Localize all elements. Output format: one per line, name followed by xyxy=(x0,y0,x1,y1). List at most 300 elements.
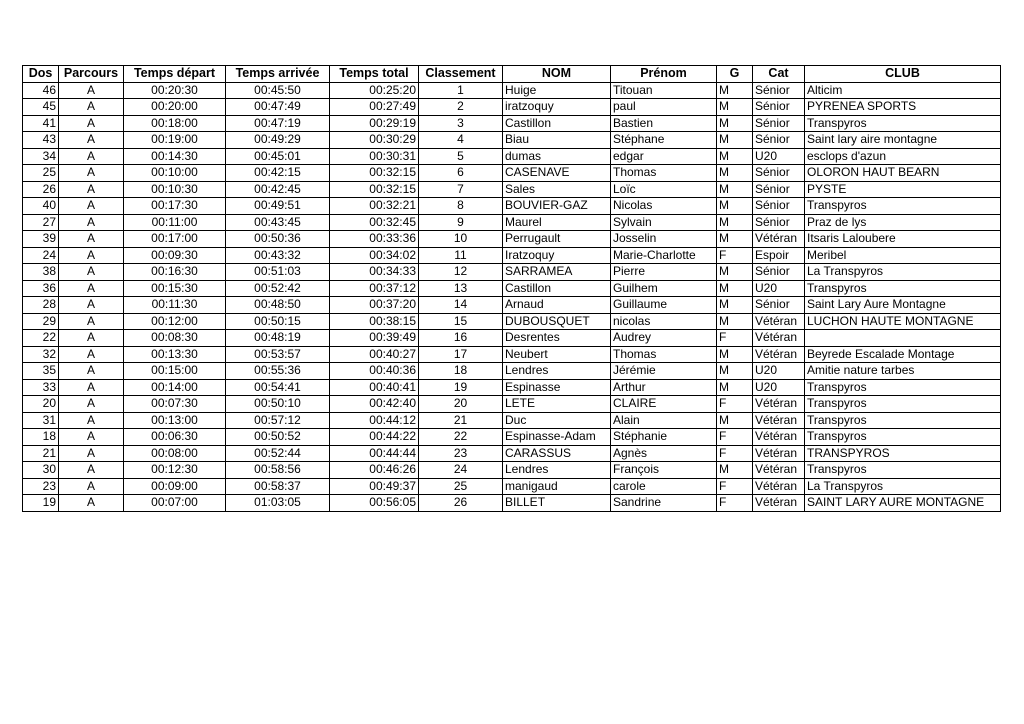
cell-dos: 36 xyxy=(23,280,59,297)
cell-genre: M xyxy=(717,198,753,215)
cell-dos: 19 xyxy=(23,495,59,512)
cell-parcours: A xyxy=(59,313,124,330)
cell-prenom: Titouan xyxy=(611,82,717,99)
cell-nom: Desrentes xyxy=(503,330,611,347)
cell-cat: Vétéran xyxy=(753,478,805,495)
header-temps-depart: Temps départ xyxy=(124,66,226,83)
cell-cat: Vétéran xyxy=(753,396,805,413)
cell-club: Transpyros xyxy=(805,379,1001,396)
cell-classement: 9 xyxy=(419,214,503,231)
header-temps-total: Temps total xyxy=(330,66,419,83)
cell-genre: M xyxy=(717,231,753,248)
cell-parcours: A xyxy=(59,462,124,479)
cell-parcours: A xyxy=(59,346,124,363)
cell-genre: F xyxy=(717,495,753,512)
cell-dos: 24 xyxy=(23,247,59,264)
cell-nom: Maurel xyxy=(503,214,611,231)
cell-genre: M xyxy=(717,346,753,363)
table-row xyxy=(23,82,1001,99)
cell-temps-arrivee: 00:42:15 xyxy=(226,165,330,182)
cell-nom: manigaud xyxy=(503,478,611,495)
cell-prenom: Pierre xyxy=(611,264,717,281)
cell-classement: 3 xyxy=(419,115,503,132)
cell-genre: F xyxy=(717,396,753,413)
cell-temps-total: 00:33:36 xyxy=(330,231,419,248)
cell-nom: Huige xyxy=(503,82,611,99)
cell-classement: 15 xyxy=(419,313,503,330)
cell-genre: M xyxy=(717,462,753,479)
table-row xyxy=(23,495,1001,512)
cell-cat: Sénior xyxy=(753,264,805,281)
table-row xyxy=(23,198,1001,215)
cell-club: esclops d'azun xyxy=(805,148,1001,165)
cell-prenom: Alain xyxy=(611,412,717,429)
cell-temps-arrivee: 01:03:05 xyxy=(226,495,330,512)
table-row xyxy=(23,330,1001,347)
cell-dos: 43 xyxy=(23,132,59,149)
cell-nom: Duc xyxy=(503,412,611,429)
cell-club: Beyrede Escalade Montage xyxy=(805,346,1001,363)
cell-prenom: Jérémie xyxy=(611,363,717,380)
header-genre: G xyxy=(717,66,753,83)
cell-nom: LETE xyxy=(503,396,611,413)
header-club: CLUB xyxy=(805,66,1001,83)
cell-temps-arrivee: 00:51:03 xyxy=(226,264,330,281)
table-row xyxy=(23,297,1001,314)
cell-cat: Vétéran xyxy=(753,313,805,330)
cell-classement: 1 xyxy=(419,82,503,99)
cell-temps-arrivee: 00:57:12 xyxy=(226,412,330,429)
cell-prenom: Guillaume xyxy=(611,297,717,314)
cell-club: PYRENEA SPORTS xyxy=(805,99,1001,116)
cell-club: Itsaris Laloubere xyxy=(805,231,1001,248)
cell-parcours: A xyxy=(59,165,124,182)
cell-temps-depart: 00:12:00 xyxy=(124,313,226,330)
cell-genre: F xyxy=(717,429,753,446)
table-row xyxy=(23,363,1001,380)
table-row xyxy=(23,165,1001,182)
cell-nom: dumas xyxy=(503,148,611,165)
cell-genre: M xyxy=(717,297,753,314)
table-body xyxy=(23,82,1001,511)
cell-classement: 6 xyxy=(419,165,503,182)
cell-temps-total: 00:42:40 xyxy=(330,396,419,413)
cell-temps-total: 00:34:33 xyxy=(330,264,419,281)
cell-temps-arrivee: 00:54:41 xyxy=(226,379,330,396)
cell-temps-depart: 00:17:30 xyxy=(124,198,226,215)
cell-temps-depart: 00:15:30 xyxy=(124,280,226,297)
cell-parcours: A xyxy=(59,297,124,314)
cell-temps-arrivee: 00:49:51 xyxy=(226,198,330,215)
cell-parcours: A xyxy=(59,214,124,231)
cell-temps-total: 00:40:41 xyxy=(330,379,419,396)
cell-cat: U20 xyxy=(753,379,805,396)
cell-temps-total: 00:25:20 xyxy=(330,82,419,99)
cell-club: Transpyros xyxy=(805,396,1001,413)
cell-temps-depart: 00:16:30 xyxy=(124,264,226,281)
cell-cat: Sénior xyxy=(753,99,805,116)
cell-dos: 46 xyxy=(23,82,59,99)
cell-classement: 19 xyxy=(419,379,503,396)
cell-dos: 23 xyxy=(23,478,59,495)
cell-cat: U20 xyxy=(753,148,805,165)
table-row xyxy=(23,99,1001,116)
cell-nom: BILLET xyxy=(503,495,611,512)
cell-dos: 40 xyxy=(23,198,59,215)
cell-dos: 20 xyxy=(23,396,59,413)
cell-classement: 2 xyxy=(419,99,503,116)
cell-prenom: Audrey xyxy=(611,330,717,347)
table-row xyxy=(23,346,1001,363)
cell-classement: 23 xyxy=(419,445,503,462)
cell-nom: Sales xyxy=(503,181,611,198)
cell-parcours: A xyxy=(59,445,124,462)
header-nom: NOM xyxy=(503,66,611,83)
cell-temps-arrivee: 00:53:57 xyxy=(226,346,330,363)
table-row xyxy=(23,148,1001,165)
cell-temps-total: 00:46:26 xyxy=(330,462,419,479)
cell-prenom: Stéphanie xyxy=(611,429,717,446)
cell-parcours: A xyxy=(59,412,124,429)
cell-temps-total: 00:27:49 xyxy=(330,99,419,116)
cell-classement: 26 xyxy=(419,495,503,512)
cell-cat: U20 xyxy=(753,363,805,380)
cell-dos: 34 xyxy=(23,148,59,165)
cell-nom: Espinasse-Adam xyxy=(503,429,611,446)
cell-club: La Transpyros xyxy=(805,264,1001,281)
cell-temps-depart: 00:10:30 xyxy=(124,181,226,198)
table-row xyxy=(23,132,1001,149)
cell-genre: M xyxy=(717,264,753,281)
cell-classement: 13 xyxy=(419,280,503,297)
cell-temps-depart: 00:08:30 xyxy=(124,330,226,347)
cell-club: LUCHON HAUTE MONTAGNE xyxy=(805,313,1001,330)
cell-temps-total: 00:44:12 xyxy=(330,412,419,429)
cell-prenom: Marie-Charlotte xyxy=(611,247,717,264)
cell-parcours: A xyxy=(59,396,124,413)
cell-dos: 39 xyxy=(23,231,59,248)
cell-genre: M xyxy=(717,214,753,231)
header-cat: Cat xyxy=(753,66,805,83)
cell-club: Transpyros xyxy=(805,198,1001,215)
cell-dos: 25 xyxy=(23,165,59,182)
cell-nom: Iratzoquy xyxy=(503,247,611,264)
cell-classement: 22 xyxy=(419,429,503,446)
cell-dos: 45 xyxy=(23,99,59,116)
cell-club: Transpyros xyxy=(805,115,1001,132)
cell-classement: 12 xyxy=(419,264,503,281)
cell-genre: F xyxy=(717,445,753,462)
cell-prenom: Thomas xyxy=(611,346,717,363)
cell-prenom: François xyxy=(611,462,717,479)
cell-nom: CARASSUS xyxy=(503,445,611,462)
cell-cat: Vétéran xyxy=(753,462,805,479)
table-row xyxy=(23,412,1001,429)
cell-nom: Lendres xyxy=(503,462,611,479)
cell-dos: 29 xyxy=(23,313,59,330)
cell-club: Alticim xyxy=(805,82,1001,99)
cell-temps-depart: 00:18:00 xyxy=(124,115,226,132)
cell-temps-total: 00:30:31 xyxy=(330,148,419,165)
cell-nom: BOUVIER-GAZ xyxy=(503,198,611,215)
cell-prenom: edgar xyxy=(611,148,717,165)
table-row xyxy=(23,445,1001,462)
cell-nom: Castillon xyxy=(503,280,611,297)
cell-temps-depart: 00:06:30 xyxy=(124,429,226,446)
cell-temps-depart: 00:14:00 xyxy=(124,379,226,396)
cell-temps-depart: 00:11:00 xyxy=(124,214,226,231)
cell-parcours: A xyxy=(59,363,124,380)
header-parcours: Parcours xyxy=(59,66,124,83)
cell-classement: 20 xyxy=(419,396,503,413)
cell-genre: M xyxy=(717,148,753,165)
cell-temps-depart: 00:14:30 xyxy=(124,148,226,165)
cell-genre: M xyxy=(717,280,753,297)
cell-dos: 28 xyxy=(23,297,59,314)
cell-cat: Vétéran xyxy=(753,330,805,347)
cell-nom: Espinasse xyxy=(503,379,611,396)
cell-temps-depart: 00:13:00 xyxy=(124,412,226,429)
cell-genre: F xyxy=(717,478,753,495)
cell-prenom: Thomas xyxy=(611,165,717,182)
table-row xyxy=(23,429,1001,446)
table-row xyxy=(23,313,1001,330)
cell-cat: U20 xyxy=(753,280,805,297)
cell-temps-total: 00:40:36 xyxy=(330,363,419,380)
cell-nom: Perrugault xyxy=(503,231,611,248)
cell-temps-total: 00:32:15 xyxy=(330,181,419,198)
table-row xyxy=(23,280,1001,297)
table-row xyxy=(23,478,1001,495)
cell-parcours: A xyxy=(59,264,124,281)
cell-genre: M xyxy=(717,165,753,182)
cell-nom: CASENAVE xyxy=(503,165,611,182)
cell-classement: 21 xyxy=(419,412,503,429)
cell-prenom: Loïc xyxy=(611,181,717,198)
cell-temps-depart: 00:08:00 xyxy=(124,445,226,462)
cell-temps-arrivee: 00:52:42 xyxy=(226,280,330,297)
cell-temps-arrivee: 00:45:50 xyxy=(226,82,330,99)
cell-parcours: A xyxy=(59,132,124,149)
cell-club: Transpyros xyxy=(805,280,1001,297)
cell-dos: 22 xyxy=(23,330,59,347)
cell-prenom: Agnès xyxy=(611,445,717,462)
cell-club: Meribel xyxy=(805,247,1001,264)
cell-club: Transpyros xyxy=(805,412,1001,429)
cell-parcours: A xyxy=(59,495,124,512)
cell-temps-total: 00:37:20 xyxy=(330,297,419,314)
cell-prenom: paul xyxy=(611,99,717,116)
cell-nom: Arnaud xyxy=(503,297,611,314)
cell-dos: 32 xyxy=(23,346,59,363)
table-row xyxy=(23,396,1001,413)
header-prenom: Prénom xyxy=(611,66,717,83)
cell-club: OLORON HAUT BEARN xyxy=(805,165,1001,182)
cell-temps-arrivee: 00:58:37 xyxy=(226,478,330,495)
table-row xyxy=(23,264,1001,281)
cell-temps-total: 00:32:45 xyxy=(330,214,419,231)
cell-temps-depart: 00:09:00 xyxy=(124,478,226,495)
cell-temps-arrivee: 00:47:19 xyxy=(226,115,330,132)
cell-temps-arrivee: 00:43:32 xyxy=(226,247,330,264)
cell-club: Saint lary aire montagne xyxy=(805,132,1001,149)
cell-genre: M xyxy=(717,379,753,396)
cell-temps-total: 00:40:27 xyxy=(330,346,419,363)
cell-prenom: CLAIRE xyxy=(611,396,717,413)
cell-temps-arrivee: 00:50:15 xyxy=(226,313,330,330)
cell-temps-total: 00:30:29 xyxy=(330,132,419,149)
cell-temps-arrivee: 00:50:36 xyxy=(226,231,330,248)
cell-parcours: A xyxy=(59,115,124,132)
cell-parcours: A xyxy=(59,82,124,99)
cell-cat: Espoir xyxy=(753,247,805,264)
cell-dos: 41 xyxy=(23,115,59,132)
cell-cat: Sénior xyxy=(753,297,805,314)
cell-dos: 27 xyxy=(23,214,59,231)
cell-temps-depart: 00:09:30 xyxy=(124,247,226,264)
cell-club: La Transpyros xyxy=(805,478,1001,495)
cell-prenom: Arthur xyxy=(611,379,717,396)
cell-temps-arrivee: 00:58:56 xyxy=(226,462,330,479)
cell-temps-arrivee: 00:42:45 xyxy=(226,181,330,198)
cell-prenom: Sylvain xyxy=(611,214,717,231)
cell-nom: Castillon xyxy=(503,115,611,132)
cell-parcours: A xyxy=(59,231,124,248)
cell-temps-total: 00:39:49 xyxy=(330,330,419,347)
cell-classement: 10 xyxy=(419,231,503,248)
cell-prenom: Sandrine xyxy=(611,495,717,512)
cell-temps-arrivee: 00:48:19 xyxy=(226,330,330,347)
cell-club: Transpyros xyxy=(805,429,1001,446)
cell-dos: 31 xyxy=(23,412,59,429)
cell-temps-depart: 00:15:00 xyxy=(124,363,226,380)
cell-nom: Neubert xyxy=(503,346,611,363)
results-table xyxy=(22,65,1001,512)
table-row xyxy=(23,115,1001,132)
cell-cat: Vétéran xyxy=(753,412,805,429)
cell-dos: 33 xyxy=(23,379,59,396)
cell-temps-arrivee: 00:50:10 xyxy=(226,396,330,413)
cell-cat: Sénior xyxy=(753,198,805,215)
cell-genre: M xyxy=(717,115,753,132)
cell-parcours: A xyxy=(59,148,124,165)
cell-club xyxy=(805,330,1001,347)
cell-temps-total: 00:49:37 xyxy=(330,478,419,495)
cell-classement: 5 xyxy=(419,148,503,165)
cell-temps-arrivee: 00:47:49 xyxy=(226,99,330,116)
cell-club: Amitie nature tarbes xyxy=(805,363,1001,380)
cell-temps-arrivee: 00:50:52 xyxy=(226,429,330,446)
cell-cat: Vétéran xyxy=(753,231,805,248)
cell-parcours: A xyxy=(59,280,124,297)
cell-temps-depart: 00:13:30 xyxy=(124,346,226,363)
cell-classement: 4 xyxy=(419,132,503,149)
cell-prenom: carole xyxy=(611,478,717,495)
cell-temps-arrivee: 00:43:45 xyxy=(226,214,330,231)
cell-temps-total: 00:44:44 xyxy=(330,445,419,462)
cell-prenom: nicolas xyxy=(611,313,717,330)
cell-cat: Sénior xyxy=(753,132,805,149)
cell-classement: 8 xyxy=(419,198,503,215)
cell-club: SAINT LARY AURE MONTAGNE xyxy=(805,495,1001,512)
cell-club: Saint Lary Aure Montagne xyxy=(805,297,1001,314)
table-row xyxy=(23,181,1001,198)
cell-classement: 24 xyxy=(419,462,503,479)
cell-classement: 11 xyxy=(419,247,503,264)
cell-temps-depart: 00:11:30 xyxy=(124,297,226,314)
cell-cat: Vétéran xyxy=(753,445,805,462)
cell-cat: Sénior xyxy=(753,181,805,198)
cell-temps-depart: 00:17:00 xyxy=(124,231,226,248)
cell-cat: Vétéran xyxy=(753,346,805,363)
cell-cat: Sénior xyxy=(753,82,805,99)
cell-temps-depart: 00:07:00 xyxy=(124,495,226,512)
cell-temps-depart: 00:19:00 xyxy=(124,132,226,149)
cell-temps-total: 00:32:15 xyxy=(330,165,419,182)
cell-genre: M xyxy=(717,181,753,198)
cell-classement: 7 xyxy=(419,181,503,198)
cell-nom: iratzoquy xyxy=(503,99,611,116)
cell-dos: 35 xyxy=(23,363,59,380)
cell-temps-arrivee: 00:55:36 xyxy=(226,363,330,380)
cell-parcours: A xyxy=(59,198,124,215)
table-row xyxy=(23,231,1001,248)
cell-prenom: Guilhem xyxy=(611,280,717,297)
cell-genre: M xyxy=(717,132,753,149)
cell-genre: M xyxy=(717,412,753,429)
cell-classement: 17 xyxy=(419,346,503,363)
cell-parcours: A xyxy=(59,181,124,198)
cell-cat: Vétéran xyxy=(753,429,805,446)
cell-temps-depart: 00:20:00 xyxy=(124,99,226,116)
cell-nom: DUBOUSQUET xyxy=(503,313,611,330)
cell-temps-depart: 00:20:30 xyxy=(124,82,226,99)
cell-temps-arrivee: 00:48:50 xyxy=(226,297,330,314)
cell-parcours: A xyxy=(59,247,124,264)
table-row xyxy=(23,247,1001,264)
cell-classement: 25 xyxy=(419,478,503,495)
cell-temps-total: 00:29:19 xyxy=(330,115,419,132)
cell-club: Transpyros xyxy=(805,462,1001,479)
cell-nom: SARRAMEA xyxy=(503,264,611,281)
cell-temps-total: 00:44:22 xyxy=(330,429,419,446)
cell-temps-total: 00:38:15 xyxy=(330,313,419,330)
cell-prenom: Bastien xyxy=(611,115,717,132)
header-temps-arrivee: Temps arrivée xyxy=(226,66,330,83)
cell-classement: 18 xyxy=(419,363,503,380)
table-row xyxy=(23,379,1001,396)
cell-genre: F xyxy=(717,247,753,264)
cell-prenom: Stéphane xyxy=(611,132,717,149)
table-row xyxy=(23,214,1001,231)
cell-dos: 18 xyxy=(23,429,59,446)
table-row xyxy=(23,462,1001,479)
cell-dos: 38 xyxy=(23,264,59,281)
cell-parcours: A xyxy=(59,429,124,446)
cell-club: TRANSPYROS xyxy=(805,445,1001,462)
cell-nom: Biau xyxy=(503,132,611,149)
cell-parcours: A xyxy=(59,379,124,396)
cell-temps-total: 00:34:02 xyxy=(330,247,419,264)
cell-cat: Sénior xyxy=(753,115,805,132)
cell-classement: 14 xyxy=(419,297,503,314)
cell-club: Praz de lys xyxy=(805,214,1001,231)
cell-temps-arrivee: 00:52:44 xyxy=(226,445,330,462)
cell-genre: F xyxy=(717,330,753,347)
cell-temps-depart: 00:07:30 xyxy=(124,396,226,413)
cell-cat: Sénior xyxy=(753,165,805,182)
cell-temps-total: 00:56:05 xyxy=(330,495,419,512)
